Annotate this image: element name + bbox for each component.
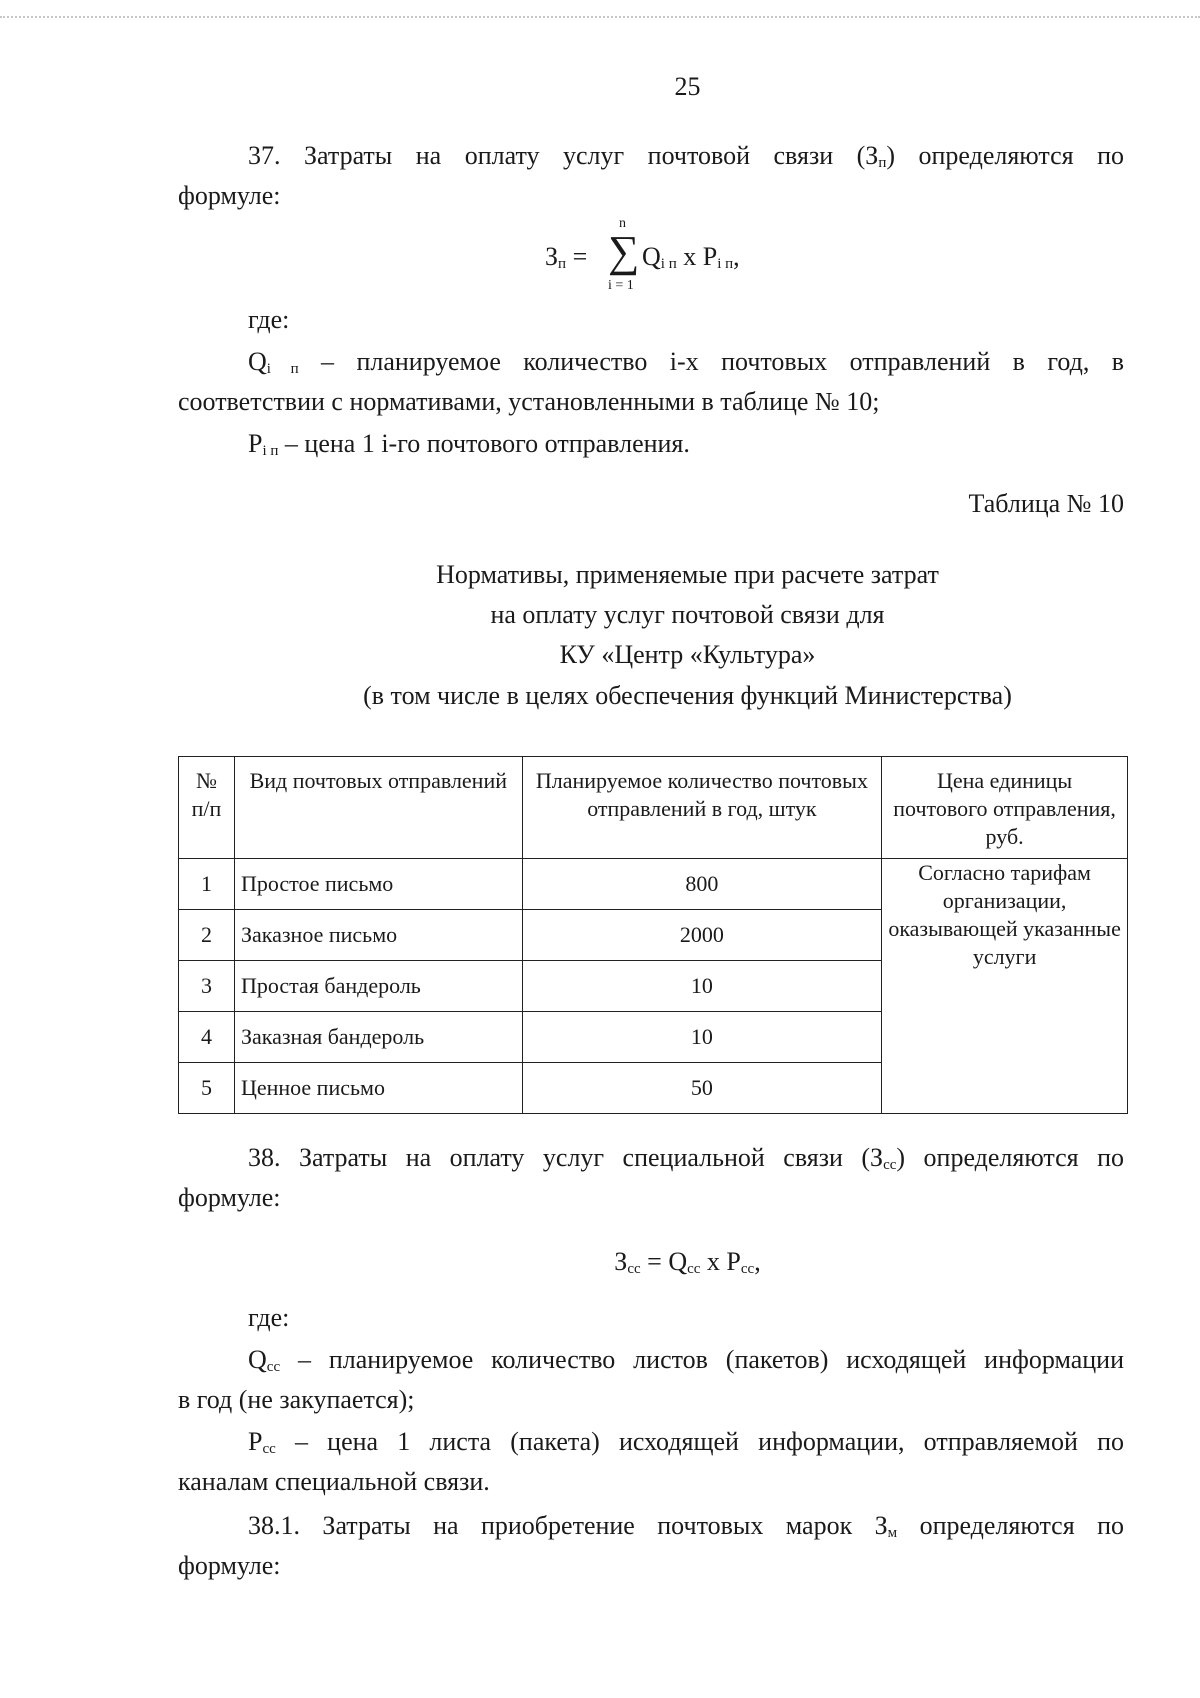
pcc-definition-line1: $P_{сс}$ – цена 1 листа (пакета) исходящей информации, отправляемой по bbox=[248, 1427, 1125, 1457]
table-title-line2: на оплату услуг почтовой связи для bbox=[490, 600, 885, 629]
table-row bbox=[179, 859, 1128, 910]
q-definition-line1: $Q_{i п}$ – планируемое количество i-х почтовых отправлений в год, в bbox=[248, 347, 1124, 377]
table-title-line4: (в том числе в целях обеспечения функций Министерства) bbox=[363, 681, 1012, 710]
where-label-1: где: bbox=[248, 305, 290, 334]
row-num: 3 bbox=[179, 961, 235, 1012]
row-num: 4 bbox=[179, 1012, 235, 1063]
postal-norms-table bbox=[178, 756, 1128, 1114]
header-price: Цена единицы почтового отправления, руб. bbox=[882, 757, 1128, 859]
formula-rhs: $Q_{i п}$ x $P_{i п}$, bbox=[642, 242, 740, 272]
scan-top-edge bbox=[0, 16, 1200, 18]
row-num: 2 bbox=[179, 910, 235, 961]
paragraph-38-line1: 38. Затраты на оплату услуг специальной связи $(З_{сс})$ определяются по bbox=[248, 1143, 1124, 1173]
page-number: 25 bbox=[674, 72, 701, 101]
row-type: Заказное письмо bbox=[234, 910, 522, 961]
pcc-definition-line2: каналам специальной связи. bbox=[178, 1467, 490, 1496]
postal-cost-formula bbox=[540, 216, 780, 298]
paragraph-37-line2: формуле: bbox=[178, 181, 281, 210]
paragraph-38-1-line2: формуле: bbox=[178, 1551, 281, 1580]
table-title-line3: КУ «Центр «Культура» bbox=[559, 640, 816, 669]
paragraph-38-line2: формуле: bbox=[178, 1183, 281, 1212]
paragraph-37-line1: 37. Затраты на оплату услуг почтовой связи $(З_п)$ определяются по bbox=[248, 141, 1124, 171]
row-quantity: 2000 bbox=[522, 910, 882, 961]
row-type: Простая бандероль bbox=[234, 961, 522, 1012]
header-num: № п/п bbox=[179, 757, 235, 859]
table-title-line1: Нормативы, применяемые при расчете затрат bbox=[436, 560, 939, 589]
q-definition-line2: соответствии с нормативами, установленными в таблице № 10; bbox=[178, 387, 880, 416]
row-num: 1 bbox=[179, 859, 235, 910]
row-quantity: 800 bbox=[522, 859, 882, 910]
qcc-definition-line2: в год (не закупается); bbox=[178, 1385, 415, 1414]
header-type: Вид почтовых отправлений bbox=[234, 757, 522, 859]
table-label: Таблица № 10 bbox=[968, 489, 1124, 518]
row-quantity: 50 bbox=[522, 1063, 882, 1114]
row-num: 5 bbox=[179, 1063, 235, 1114]
row-type: Простое письмо bbox=[234, 859, 522, 910]
row-quantity: 10 bbox=[522, 1012, 882, 1063]
row-type: Заказная бандероль bbox=[234, 1012, 522, 1063]
row-quantity: 10 bbox=[522, 961, 882, 1012]
paragraph-38-1-line1: 38.1. Затраты на приобретение почтовых марок $З_м$ определяются по bbox=[248, 1511, 1124, 1541]
where-label-2: где: bbox=[248, 1303, 290, 1332]
qcc-definition-line1: $Q_{сс}$ – планируемое количество листов (пакетов) исходящей информации bbox=[248, 1345, 1125, 1375]
special-comm-formula: $З_{сс} = Q_{сс}$ x $P_{сс}$, bbox=[614, 1247, 761, 1277]
p-definition: $P_{i п}$ – цена 1 i-го почтового отправления. bbox=[248, 429, 690, 459]
sum-lower-limit: i = 1 bbox=[608, 278, 634, 293]
header-quantity: Планируемое количество почтовых отправлений в год, штук bbox=[522, 757, 882, 859]
row-type: Ценное письмо bbox=[234, 1063, 522, 1114]
table-header-row bbox=[179, 757, 1128, 859]
sum-sign: ∑ bbox=[608, 227, 640, 276]
formula-lhs: $З_п$ = bbox=[545, 242, 588, 272]
sum-upper-limit: n bbox=[619, 216, 626, 231]
price-note: Согласно тарифам организации, оказывающей указанные услуги bbox=[882, 859, 1128, 1114]
